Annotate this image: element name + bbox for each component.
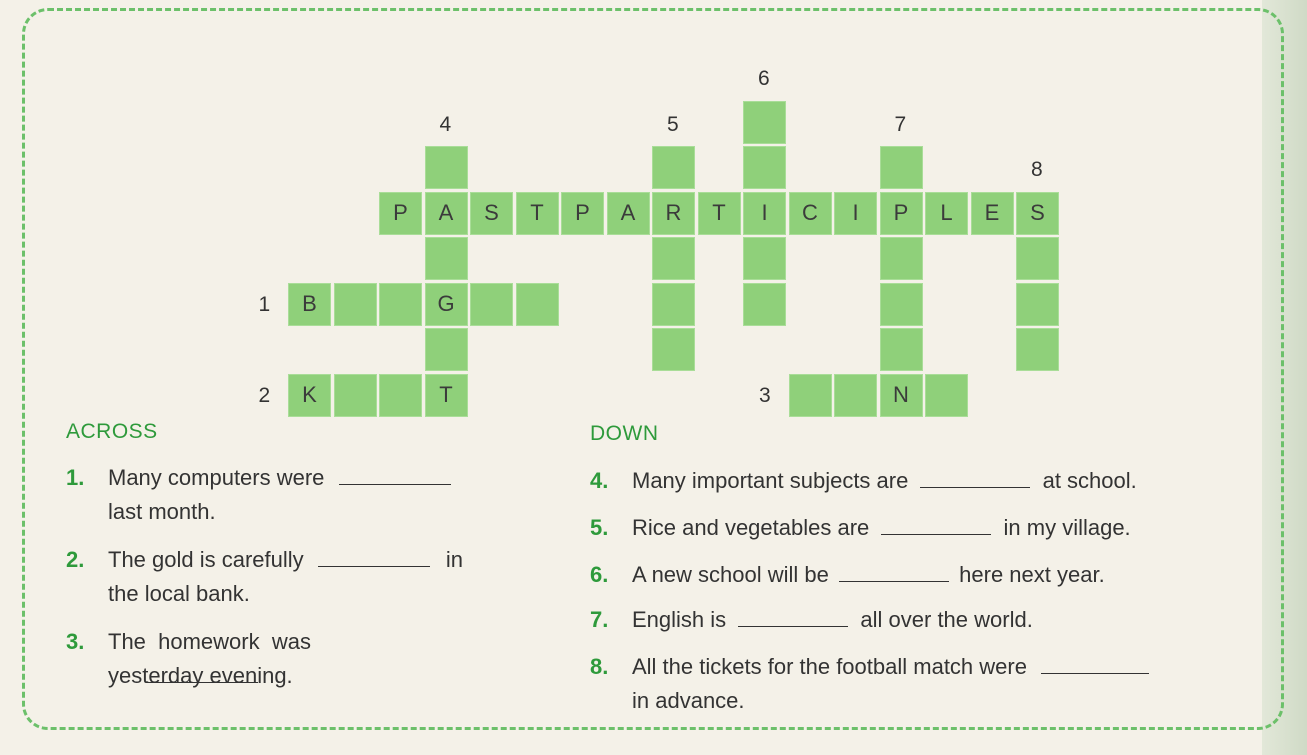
clue-number-label: 5 [667,112,679,136]
crossword-cell[interactable]: P [379,192,422,235]
across-clue-1 [66,461,506,531]
crossword-cell[interactable] [652,283,695,326]
clue-text-after: all over the world. [860,607,1033,632]
crossword-cell[interactable] [880,146,923,189]
crossword-cell[interactable] [1016,283,1059,326]
crossword-cell[interactable] [1016,237,1059,280]
answer-blank-4[interactable] [920,467,1030,488]
crossword-cell[interactable]: C [789,192,832,235]
crossword-cell[interactable]: N [880,374,923,417]
clue-number-label: 2 [258,383,271,407]
clue-text-line2: yesterday evening. [108,663,293,688]
crossword-cell[interactable] [652,146,695,189]
crossword-cell[interactable] [425,328,468,371]
crossword-cell[interactable]: P [561,192,604,235]
down-heading: DOWN [590,422,659,445]
clue-text: All the tickets for the football match were [632,654,1027,679]
clue-number-label: 8 [1031,158,1043,181]
crossword-cell[interactable] [425,237,468,280]
clue-text-line2: the local bank. [108,581,250,606]
crossword-cell[interactable]: I [834,192,877,235]
clue-number: 4. [590,468,609,493]
down-clue-8 [590,650,1240,720]
clue-number-label: 4 [439,112,452,136]
crossword-cell[interactable] [652,237,695,280]
crossword-cell[interactable] [834,374,877,417]
answer-blank-5[interactable] [881,514,991,535]
crossword-cell[interactable] [743,146,786,189]
crossword-cell[interactable] [743,237,786,280]
answer-blank-2[interactable] [318,546,430,567]
clue-text-after: here next year. [959,562,1105,587]
clue-number-label: 1 [258,292,271,316]
crossword-cell[interactable]: A [607,192,650,235]
crossword-cell[interactable]: S [1016,192,1059,235]
crossword-cell[interactable] [880,237,923,280]
clue-text-after: at school. [1042,468,1137,493]
clue-number: 6. [590,562,609,587]
crossword-cell[interactable] [334,374,377,417]
clue-text-after: in [445,547,464,572]
crossword-cell[interactable] [425,146,468,189]
clue-text-after: in my village. [1003,515,1131,540]
crossword-cell[interactable] [1016,328,1059,371]
clue-text: English is [632,607,727,632]
crossword-cell[interactable] [925,374,968,417]
down-clue-7 [590,603,1230,637]
crossword-cell[interactable] [470,283,513,326]
crossword-cell[interactable] [516,283,559,326]
clue-number-label: 6 [758,67,770,90]
answer-blank-1[interactable] [339,464,451,485]
crossword-cell[interactable]: E [971,192,1014,235]
crossword-cell[interactable]: S [470,192,513,235]
crossword-cell[interactable] [743,101,786,144]
crossword-cell[interactable]: A [425,192,468,235]
crossword-cell[interactable]: R [652,192,695,235]
across-heading: ACROSS [66,420,158,443]
answer-blank-7[interactable] [738,606,848,627]
down-clue-4 [590,464,1230,498]
across-clue-3 [66,625,506,695]
crossword-cell[interactable]: T [425,374,468,417]
clue-text: The gold is carefully [108,547,304,572]
crossword-cell[interactable]: B [288,283,331,326]
clue-text: Many computers were [108,465,325,490]
across-clue-2 [66,543,506,613]
crossword-cell[interactable] [880,283,923,326]
clue-number: 5. [590,515,609,540]
clue-number: 2. [66,547,85,572]
down-clue-5 [590,511,1230,545]
crossword-cell[interactable] [379,374,422,417]
crossword-cell[interactable]: T [698,192,741,235]
crossword-cell[interactable] [334,283,377,326]
crossword-cell[interactable] [880,328,923,371]
crossword-cell[interactable] [789,374,832,417]
crossword-cell[interactable] [743,283,786,326]
clue-number: 7. [590,607,609,632]
down-clue-6 [590,558,1230,592]
crossword-cell[interactable]: T [516,192,559,235]
clue-text-line2: last month. [108,499,216,524]
clue-text-line2: in advance. [632,688,745,713]
clue-text: A new school will be [632,562,829,587]
clue-number: 3. [66,629,85,654]
crossword-cell[interactable] [379,283,422,326]
crossword-cell[interactable]: G [425,283,468,326]
clue-number: 1. [66,465,85,490]
clue-text: Rice and vegetables are [632,515,870,540]
answer-blank-6[interactable] [839,561,949,582]
answer-blank-8[interactable] [1041,653,1149,674]
clue-text: Many important subjects are [632,468,909,493]
crossword-cell[interactable]: P [880,192,923,235]
crossword-cell[interactable]: K [288,374,331,417]
clue-number-label: 3 [759,383,771,407]
clue-number: 8. [590,654,609,679]
crossword-cell[interactable]: I [743,192,786,235]
crossword-cell[interactable] [652,328,695,371]
clue-text: The homework was [108,629,311,654]
crossword-cell[interactable]: L [925,192,968,235]
clue-number-label: 7 [894,112,907,136]
